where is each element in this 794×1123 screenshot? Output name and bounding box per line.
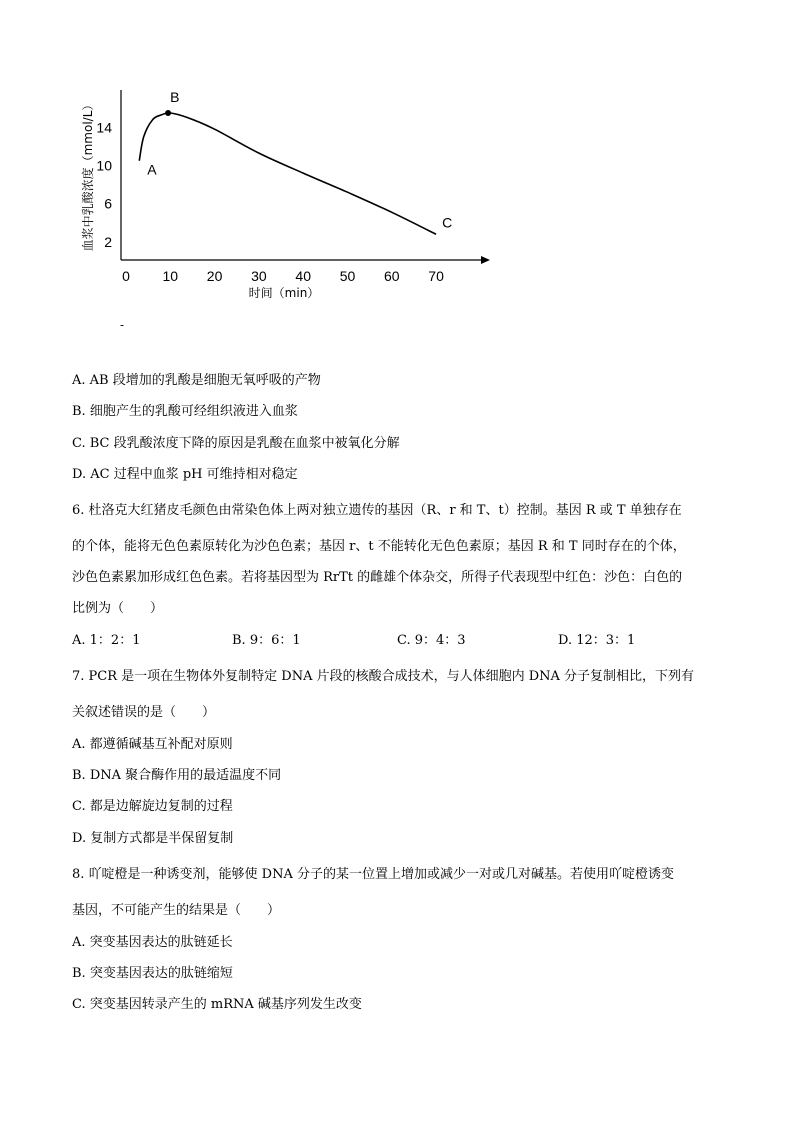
q5-option-b: B. 细胞产生的乳酸可经组织液进入血浆: [72, 404, 298, 419]
y-tick-label: 2: [104, 233, 112, 250]
x-tick-label: 10: [162, 268, 179, 284]
point-b-marker: [165, 110, 171, 116]
q8-stem-line: 基因，不可能产生的结果是（ ）: [72, 903, 281, 918]
q6-option-c: C. 9：4：3: [397, 633, 466, 648]
x-tick-label: 30: [251, 268, 267, 284]
y-axis-label: 血浆中乳酸浓度（mmol/L）: [81, 98, 95, 252]
q6-option-a: A. 1：2：1: [72, 633, 141, 648]
x-axis-arrow: [481, 256, 490, 264]
q6-option-b: B. 9：6：1: [232, 633, 301, 648]
q8-option-a: A. 突变基因表达的肽链延长: [72, 935, 233, 950]
q7-stem-line: 7. PCR 是一项在生物体外复制特定 DNA 片段的核酸合成技术，与人体细胞内 DNA 分子复制相比，下列有: [72, 669, 695, 684]
point-label-b: B: [170, 88, 180, 105]
x-tick-label: 20: [206, 268, 223, 284]
q6-stem-line: 的个体，能将无色色素原转化为沙色色素；基因 r、t 不能转化无色色素原；基因 R 和 T 同时存在的个体，: [72, 539, 686, 554]
q8-option-b: B. 突变基因表达的肽链缩短: [72, 966, 233, 981]
series-line: [139, 113, 436, 234]
y-tick-label: 14: [96, 119, 112, 136]
q7-option-a: A. 都遵循碱基互补配对原则: [72, 737, 233, 752]
x-tick-label: 50: [339, 268, 356, 284]
q8-stem-line: 8. 吖啶橙是一种诱变剂，能够使 DNA 分子的某一位置上增加或减少一对或几对碱基。若使用吖啶橙诱变: [72, 867, 674, 882]
q6-stem-line: 沙色色素累加形成红色色素。若将基因型为 RrTt 的雌雄个体杂交，所得子代表现型中红色：沙色：白色的: [72, 570, 683, 585]
q7-option-b: B. DNA 聚合酶作用的最适温度不同: [72, 768, 282, 783]
q6-stem-line: 比例为（ ）: [72, 601, 164, 616]
x-tick-label: 0: [122, 268, 130, 284]
q6-option-d: D. 12：3：1: [558, 633, 636, 648]
q5-option-d: D. AC 过程中血浆 pH 可维持相对稳定: [72, 467, 298, 482]
point-label-c: C: [442, 214, 453, 231]
q8-option-c: C. 突变基因转录产生的 mRNA 碱基序列发生改变: [72, 997, 362, 1012]
x-tick-label: 60: [384, 268, 400, 284]
stray-mark: -: [120, 318, 125, 332]
y-tick-label: 10: [96, 157, 112, 174]
q6-stem-line: 6. 杜洛克大红猪皮毛颜色由常染色体上两对独立遗传的基因（R、r 和 T、t）控制。基因 R 或 T 单独存在: [72, 503, 682, 518]
point-label-a: A: [147, 161, 157, 178]
q5-option-a: A. AB 段增加的乳酸是细胞无氧呼吸的产物: [72, 373, 321, 388]
x-axis-label: 时间（min）: [248, 286, 320, 300]
x-tick-label: 40: [295, 268, 311, 284]
q7-stem-line: 关叙述错误的是（ ）: [72, 705, 216, 720]
q5-option-c: C. BC 段乳酸浓度下降的原因是乳酸在血浆中被氧化分解: [72, 436, 400, 451]
lactate-line-chart: [0, 0, 794, 330]
q7-option-c: C. 都是边解旋边复制的过程: [72, 799, 233, 814]
y-tick-label: 6: [104, 195, 112, 212]
q7-option-d: D. 复制方式都是半保留复制: [72, 831, 234, 846]
x-tick-label: 70: [428, 268, 444, 284]
